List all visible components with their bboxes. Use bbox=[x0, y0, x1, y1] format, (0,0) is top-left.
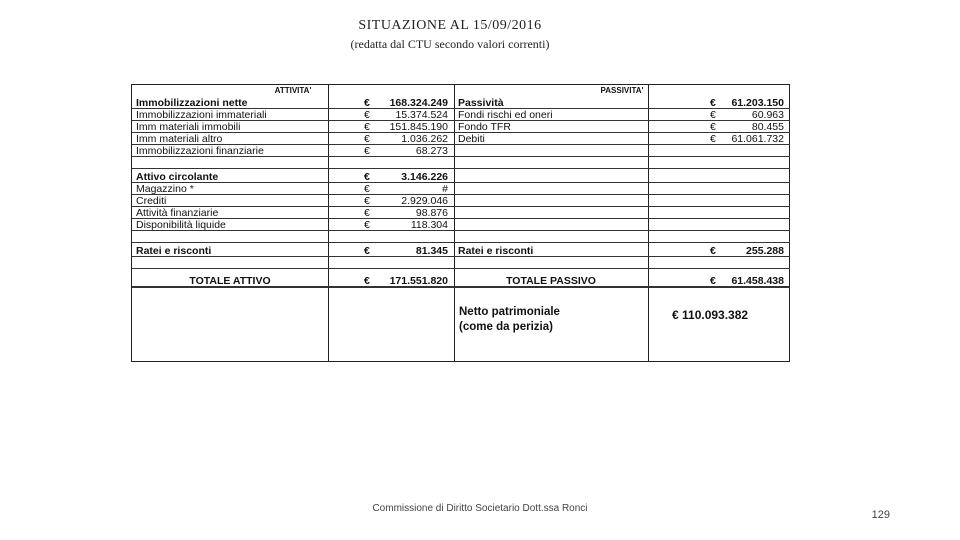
currency-symbol: € bbox=[364, 207, 370, 218]
blank-row bbox=[454, 171, 790, 183]
currency-symbol: € bbox=[710, 245, 716, 256]
attivita-label: Immobilizzazioni finanziarie bbox=[136, 145, 264, 156]
passivita-value: 61.061.732 bbox=[731, 133, 784, 144]
attivita-value: 81.345 bbox=[415, 245, 448, 256]
attivita-value: 98.876 bbox=[415, 207, 448, 218]
blank-row bbox=[454, 183, 790, 195]
currency-symbol: € bbox=[364, 109, 370, 120]
attivita-row bbox=[132, 171, 454, 183]
attivita-row bbox=[132, 207, 454, 219]
attivita-row bbox=[132, 109, 454, 121]
blank-row bbox=[132, 257, 454, 269]
blank-row bbox=[454, 257, 790, 269]
attivita-value: 1.036.262 bbox=[401, 133, 448, 144]
attivita-row bbox=[132, 245, 454, 257]
attivita-label: Immobilizzazioni immateriali bbox=[136, 109, 267, 120]
attivita-label: Attività finanziarie bbox=[136, 207, 219, 218]
passivita-row bbox=[454, 97, 790, 109]
passivita-label: Debiti bbox=[458, 133, 485, 144]
passivita-row bbox=[454, 133, 790, 145]
passivita-label: Ratei e risconti bbox=[458, 245, 534, 256]
totale-attivo-row bbox=[132, 275, 454, 287]
attivita-row bbox=[132, 133, 454, 145]
attivita-value: 3.146.226 bbox=[401, 171, 448, 182]
currency-symbol: € bbox=[710, 97, 716, 108]
attivita-label: Magazzino * bbox=[136, 183, 194, 194]
passivita-row bbox=[454, 245, 790, 257]
attivita-row bbox=[132, 121, 454, 133]
attivita-value: # bbox=[442, 183, 448, 194]
attivita-label: Ratei e risconti bbox=[136, 245, 212, 256]
currency-symbol: € bbox=[364, 121, 370, 132]
attivita-row bbox=[132, 183, 454, 195]
attivita-row bbox=[132, 219, 454, 231]
page-title: SITUAZIONE AL 15/09/2016 bbox=[358, 18, 542, 33]
page-number: 129 bbox=[871, 509, 890, 521]
attivita-value: 118.304 bbox=[410, 219, 448, 230]
passivita-label: Passività bbox=[458, 97, 504, 108]
passivita-label: Fondi rischi ed oneri bbox=[458, 109, 553, 120]
currency-symbol: € bbox=[364, 133, 370, 144]
blank-row bbox=[454, 157, 790, 169]
totale-passivo-label: TOTALE PASSIVO bbox=[506, 275, 596, 286]
attivita-header: ATTIVITA' bbox=[274, 86, 312, 95]
blank-row bbox=[454, 207, 790, 219]
currency-symbol: € bbox=[710, 109, 716, 120]
currency-symbol: € bbox=[364, 171, 370, 182]
attivita-row bbox=[132, 145, 454, 157]
attivita-value: 168.324.249 bbox=[389, 97, 448, 108]
totale-passivo-row bbox=[454, 275, 790, 287]
totale-attivo-label: TOTALE ATTIVO bbox=[189, 275, 271, 286]
attivita-value: 2.929.046 bbox=[401, 195, 448, 206]
totale-passivo-value: 61.458.438 bbox=[731, 275, 784, 286]
attivita-label: Imm materiali immobili bbox=[136, 121, 241, 132]
attivita-label: Immobilizzazioni nette bbox=[136, 97, 248, 108]
attivita-row bbox=[132, 195, 454, 207]
passivita-row bbox=[454, 121, 790, 133]
attivita-label: Imm materiali altro bbox=[136, 133, 223, 144]
blank-row bbox=[132, 157, 454, 169]
blank-row bbox=[132, 231, 454, 243]
footer-text: Commissione di Diritto Societario Dott.ssa Ronci bbox=[372, 503, 588, 514]
blank-row bbox=[454, 231, 790, 243]
passivita-value: 61.203.150 bbox=[731, 97, 784, 108]
netto-patrimoniale-label bbox=[459, 305, 619, 335]
passivita-label: Fondo TFR bbox=[458, 121, 511, 132]
currency-symbol: € bbox=[364, 145, 370, 156]
currency-symbol: € bbox=[364, 97, 370, 108]
attivita-label: Crediti bbox=[136, 195, 167, 206]
table-divider bbox=[132, 287, 790, 288]
attivita-value: 15.374.524 bbox=[395, 109, 448, 120]
currency-symbol: € bbox=[710, 133, 716, 144]
currency-symbol: € bbox=[710, 121, 716, 132]
attivita-row bbox=[132, 97, 454, 109]
attivita-label: Attivo circolante bbox=[136, 171, 219, 182]
netto-patrimoniale-value: € 110.093.382 bbox=[672, 308, 749, 322]
attivita-label: Disponibilità liquide bbox=[136, 219, 226, 230]
attivita-value: 151.845.190 bbox=[389, 121, 448, 132]
passivita-value: 60.963 bbox=[751, 109, 784, 120]
currency-symbol: € bbox=[364, 195, 370, 206]
passivita-value: 80.455 bbox=[751, 121, 784, 132]
attivita-value: 68.273 bbox=[415, 145, 448, 156]
blank-row bbox=[454, 195, 790, 207]
currency-symbol: € bbox=[364, 275, 370, 286]
passivita-value: 255.288 bbox=[746, 245, 784, 256]
page-subtitle: (redatta dal CTU secondo valori correnti) bbox=[350, 37, 550, 51]
passivita-header: PASSIVITA' bbox=[600, 86, 644, 95]
currency-symbol: € bbox=[364, 183, 370, 194]
currency-symbol: € bbox=[364, 245, 370, 256]
netto-line-2: (come da perizia) bbox=[459, 321, 553, 333]
passivita-row bbox=[454, 109, 790, 121]
blank-row bbox=[454, 219, 790, 231]
blank-row bbox=[454, 145, 790, 157]
currency-symbol: € bbox=[364, 219, 370, 230]
totale-attivo-value: 171.551.820 bbox=[389, 275, 448, 286]
currency-symbol: € bbox=[710, 275, 716, 286]
netto-line-1: Netto patrimoniale bbox=[459, 306, 560, 318]
